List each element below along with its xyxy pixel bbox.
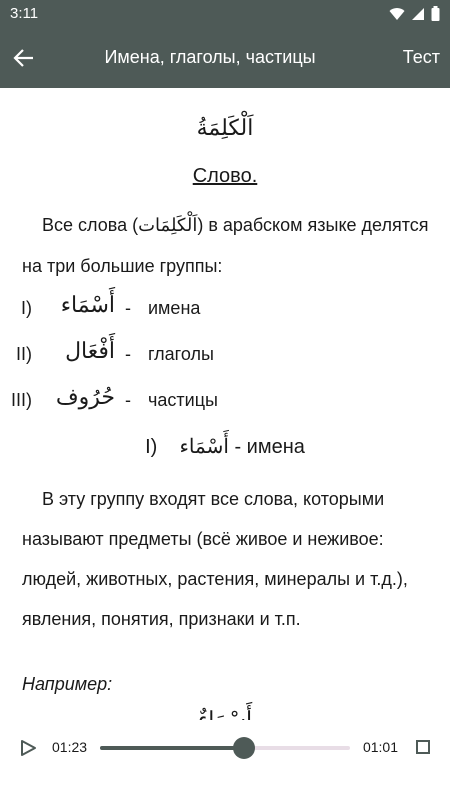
heading-russian-text: Слово.	[192, 165, 258, 187]
section-title	[0, 434, 450, 459]
heading-russian	[0, 165, 450, 188]
lesson-content[interactable]	[0, 88, 450, 720]
status-bar	[0, 0, 450, 28]
signal-icon	[411, 7, 425, 21]
group-dash: -	[125, 390, 131, 410]
group-meaning: глаголы	[148, 344, 214, 364]
back-button[interactable]	[6, 40, 42, 76]
intro-after: ) в арабском языке делятся на три большие группы:	[22, 215, 429, 276]
group-number: II)	[16, 344, 32, 364]
play-icon	[16, 736, 40, 760]
arrow-left-icon	[13, 47, 35, 69]
group-row	[0, 334, 450, 374]
group-arabic: أَفْعَال	[65, 339, 115, 364]
play-button[interactable]	[16, 736, 40, 760]
group-meaning: частицы	[148, 390, 218, 410]
intro-arabic-word: اَلْكَلِمَات	[138, 215, 198, 236]
group-number: III)	[11, 390, 32, 410]
battery-icon	[431, 6, 440, 21]
page-title: Имена, глаголы, частицы	[104, 47, 316, 67]
group-dash: -	[125, 344, 131, 364]
intro-before: Все слова (	[42, 215, 139, 235]
group-arabic: أَسْمَاء	[60, 293, 115, 318]
description-paragraph	[22, 479, 432, 639]
group-arabic: حُرُوف	[55, 385, 115, 410]
wifi-icon	[389, 7, 405, 21]
status-icons	[389, 6, 440, 21]
intro-paragraph	[22, 205, 432, 286]
group-meaning: имена	[148, 298, 201, 318]
seek-bar[interactable]	[100, 746, 350, 750]
status-time: 3:11	[10, 5, 39, 22]
group-dash: -	[125, 298, 131, 318]
heading-arabic: اَلْكَلِمَةُ	[196, 116, 254, 141]
test-button[interactable]: Тест	[402, 47, 440, 67]
stop-icon	[416, 740, 430, 754]
description-text: В эту группу входят все слова, которыми называют предметы (всё живое и неживое: людей, животных, растения, минералы и т.д.), явления, понятия, признаки и т.п.	[22, 489, 408, 629]
section-arabic: أَسْمَاء	[179, 434, 229, 458]
group-row	[0, 288, 450, 328]
section-number: I)	[145, 436, 158, 458]
audio-player	[0, 720, 450, 800]
group-row	[0, 380, 450, 420]
seek-bar-progress	[100, 746, 244, 750]
current-time: 01:23	[52, 739, 88, 755]
example-label: Например:	[22, 674, 113, 694]
remaining-time: 01:01	[362, 739, 398, 755]
seek-thumb[interactable]	[233, 737, 255, 759]
app-bar	[0, 28, 450, 88]
section-russian: - имена	[234, 436, 305, 458]
stop-button[interactable]	[416, 740, 430, 754]
group-number: I)	[21, 298, 32, 318]
